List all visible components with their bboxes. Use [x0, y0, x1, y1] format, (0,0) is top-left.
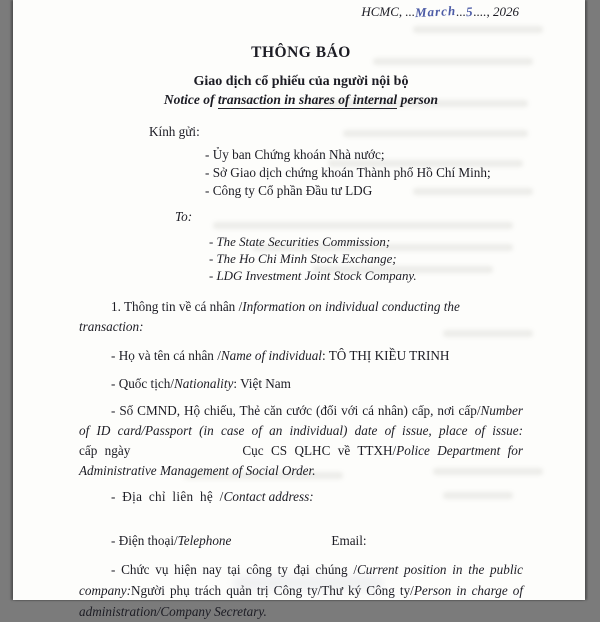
document-title: THÔNG BÁO: [251, 44, 351, 61]
handwritten-month: March: [414, 2, 457, 21]
id-label-vi: - Số CMND, Hộ chiếu, Thẻ căn cước (đối với cá nhân) cấp, nơi cấp/: [111, 403, 481, 418]
phone-label-en: Telephone: [177, 533, 232, 548]
address-label-vi: - Địa chỉ liên hệ /: [111, 489, 224, 504]
address-line: [79, 487, 523, 507]
nationality-line: [79, 374, 523, 394]
email-label: Email:: [331, 533, 367, 548]
scanned-page: [13, 0, 585, 619]
nationality-label-en: Nationality: [174, 376, 234, 391]
position-label-en: Current position in the public company:: [79, 562, 524, 598]
date-printed-prefix: HCMC, ...: [361, 4, 416, 19]
name-value: : TÔ THỊ KIỀU TRINH: [321, 348, 450, 363]
position-paragraph: [79, 559, 523, 622]
recipient-item: - Công ty Cổ phần Đầu tư LDG: [205, 183, 373, 198]
greeting-label-vi: Kính gửi:: [149, 124, 200, 139]
recipient-item: - Ủy ban Chứng khoán Nhà nước;: [205, 147, 385, 162]
name-label-vi: - Họ và tên cá nhân /: [111, 348, 221, 363]
id-card-paragraph: [79, 401, 523, 441]
issue-place-en: Police Department for Administrative Management of Social Order.: [79, 443, 524, 478]
id-label-en: Number of ID card/Passport (in case of an individual) date of issue, place of issue:: [79, 403, 523, 438]
position-label-vi: - Chức vụ hiện nay tại công ty đại chúng /: [111, 562, 358, 577]
nationality-label-vi: - Quốc tịch/: [111, 376, 174, 391]
section1-heading-en: Information on individual conducting the transaction:: [79, 299, 460, 334]
position-value-en: Person in charge of administration/Company Secretary.: [79, 583, 524, 619]
recipient-item: - Sở Giao dịch chứng khoán Thành phố Hồ Chí Minh;: [205, 165, 491, 180]
nationality-value: : Việt Nam: [233, 376, 291, 391]
recipient-item: - The State Securities Commission;: [209, 235, 391, 249]
document-subtitle-vi: Giao dịch cổ phiếu của người nội bộ: [193, 74, 409, 89]
address-label-en: Contact address:: [223, 489, 314, 504]
recipient-list-en: [79, 234, 523, 285]
document-content: [13, 0, 585, 622]
issue-place-vi: Cục CS QLHC về TTXH/: [242, 443, 397, 458]
name-line: [79, 346, 523, 366]
date-line: [79, 2, 523, 22]
phone-email-line: [79, 531, 523, 551]
greeting-label-en: To:: [175, 209, 193, 224]
name-label-en: Name of individual: [220, 348, 322, 363]
section1-heading-vi: 1. Thông tin về cá nhân /: [111, 299, 243, 314]
handwritten-day: 5: [465, 3, 474, 20]
document-subtitle-en: [79, 92, 523, 108]
subtitle-en-pre: Notice of: [163, 92, 218, 107]
section1-heading: [79, 297, 523, 337]
date-printed-dots: ...: [456, 4, 466, 19]
issue-date-label: cấp ngày: [79, 443, 131, 458]
recipient-item: - LDG Investment Joint Stock Company.: [209, 269, 417, 283]
issue-paragraph: [79, 441, 523, 481]
subtitle-en-post: person: [397, 92, 439, 107]
recipient-item: - The Ho Chi Minh Stock Exchange;: [209, 252, 397, 266]
phone-label-vi: - Điện thoại/: [111, 533, 178, 548]
recipient-list-vi: [79, 146, 523, 200]
date-printed-suffix: ...., 2026: [473, 4, 519, 19]
position-value-vi: Người phụ trách quản trị Công ty/Thư ký Công ty/: [131, 583, 414, 598]
subtitle-en-underlined: transaction in shares of internal: [217, 92, 398, 107]
